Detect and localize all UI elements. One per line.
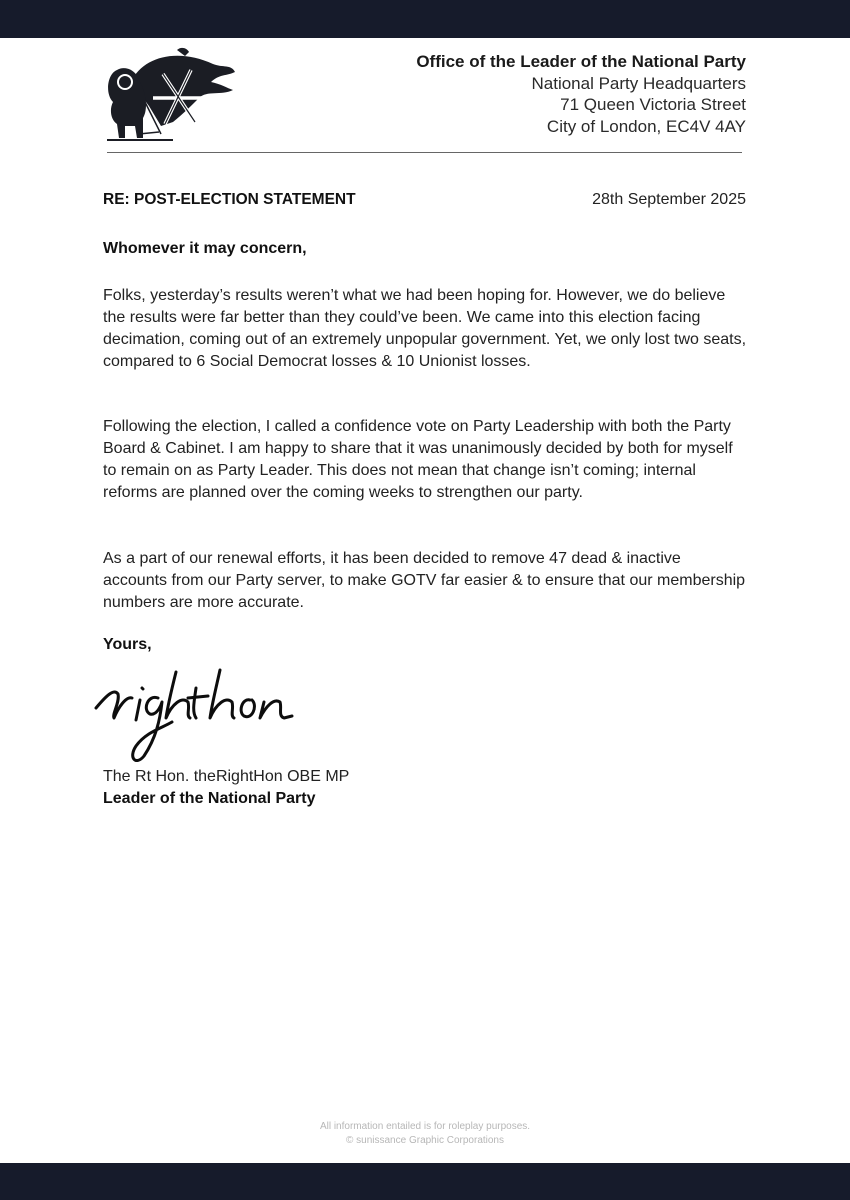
letter-date: 28th September 2025 xyxy=(592,191,746,208)
signer-title: Leader of the National Party xyxy=(103,790,316,807)
closing: Yours, xyxy=(103,636,152,653)
salutation: Whomever it may concern, xyxy=(103,240,307,257)
body-paragraph: Following the election, I called a confidence vote on Party Leadership with both the Party Board & Cabinet. I am happy to share that it was unanimously decided by both for myself to remain on as Party Leader. This does not mean that change isn’t coming; internal reforms are planned over the coming weeks to strengthen our party. xyxy=(103,418,733,501)
address-line: 71 Queen Victoria Street xyxy=(560,95,746,115)
office-name: Office of the Leader of the National Party xyxy=(416,52,746,71)
handwritten-signature xyxy=(92,658,342,770)
letter-subject: RE: POST-ELECTION STATEMENT xyxy=(103,191,356,208)
footer-band xyxy=(0,1163,850,1200)
body-paragraph: Folks, yesterday’s results weren’t what we had been hoping for. However, we do believe the results were far better than they could’ve been. We came into this election facing decimation, coming out of an extremely unpopular government. Yet, we only lost two seats, compared to 6 Social Democrat losses & 10 Unionist losses. xyxy=(103,287,747,370)
address-line: City of London, EC4V 4AY xyxy=(546,117,746,137)
signer-name: The Rt Hon. theRightHon OBE MP xyxy=(103,768,350,785)
letterhead-divider xyxy=(107,152,742,153)
body-paragraph: As a part of our renewal efforts, it has been decided to remove 47 dead & inactive accounts from our Party server, to make GOTV far easier & to ensure that our membership numbers are more accurate. xyxy=(103,550,746,611)
copyright-text: © sunissance Graphic Corporations xyxy=(346,1135,504,1146)
address-line: National Party Headquarters xyxy=(531,73,746,93)
letterhead-address xyxy=(416,51,746,138)
disclaimer-text: All information entailed is for roleplay purposes. xyxy=(319,1121,531,1132)
header-band xyxy=(0,0,850,38)
footer-disclaimer xyxy=(0,1120,850,1148)
party-crest-logo xyxy=(103,44,238,144)
